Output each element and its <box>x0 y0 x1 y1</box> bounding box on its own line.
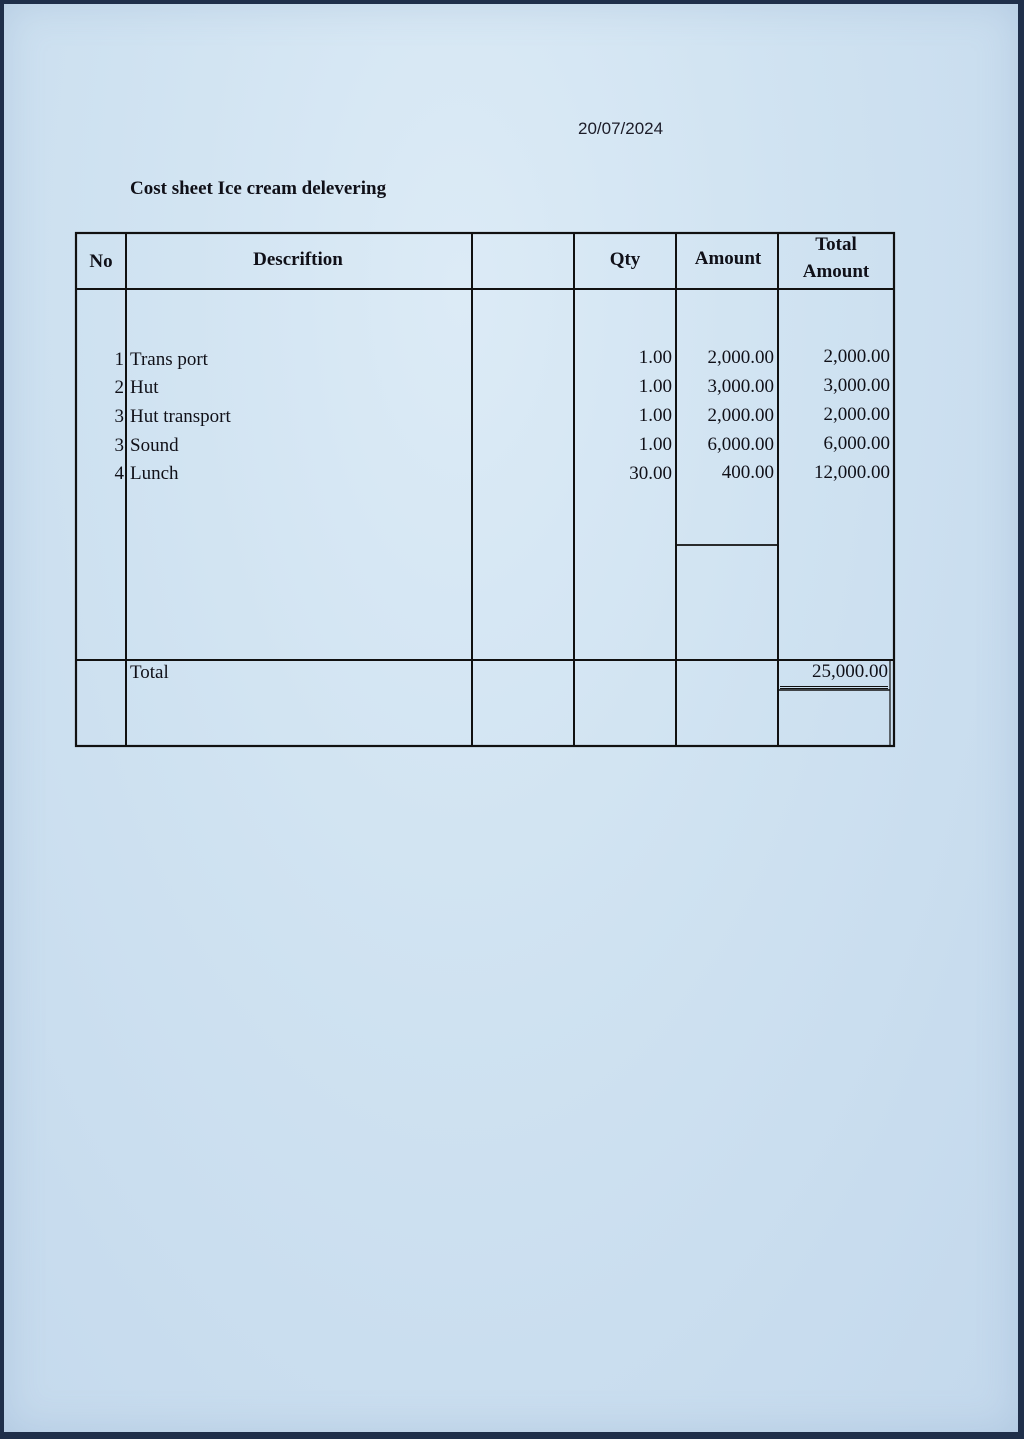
row-3-qty: 1.00 <box>638 405 672 426</box>
header-total-amount-line1: Total <box>815 234 857 255</box>
row-5-qty: 30.00 <box>629 463 672 484</box>
header-qty: Qty <box>609 249 641 270</box>
row-1-no: 1 <box>114 349 124 370</box>
row-5-amount: 400.00 <box>721 462 774 483</box>
row-2-description: Hut <box>130 377 159 398</box>
row-4-qty: 1.00 <box>638 434 672 455</box>
row-3-description: Hut transport <box>130 406 231 427</box>
document-title: Cost sheet Ice cream delevering <box>130 178 387 199</box>
row-3-amount: 2,000.00 <box>707 405 774 426</box>
row-2-total: 3,000.00 <box>823 375 890 396</box>
grand-total: 25,000.00 <box>780 658 888 689</box>
row-1-amount: 2,000.00 <box>707 347 774 368</box>
row-3-total: 2,000.00 <box>823 404 890 425</box>
header-description: Descriftion <box>253 249 343 270</box>
row-3-no: 3 <box>114 406 124 427</box>
document-date: 20/07/2024 <box>578 119 664 138</box>
row-4-amount: 6,000.00 <box>707 434 774 455</box>
row-4-description: Sound <box>130 435 179 456</box>
header-total-amount-line2: Amount <box>802 261 870 282</box>
row-5-no: 4 <box>114 463 124 484</box>
header-no: No <box>89 251 113 272</box>
total-label: Total <box>130 662 169 683</box>
row-1-description: Trans port <box>130 349 208 370</box>
header-amount: Amount <box>694 248 762 269</box>
row-4-no: 3 <box>114 435 124 456</box>
row-5-description: Lunch <box>130 463 179 484</box>
row-1-qty: 1.00 <box>638 347 672 368</box>
row-2-amount: 3,000.00 <box>707 376 774 397</box>
row-1-total: 2,000.00 <box>823 346 890 367</box>
row-2-qty: 1.00 <box>638 376 672 397</box>
row-5-total: 12,000.00 <box>814 462 890 483</box>
row-4-total: 6,000.00 <box>823 433 890 454</box>
row-2-no: 2 <box>114 377 124 398</box>
